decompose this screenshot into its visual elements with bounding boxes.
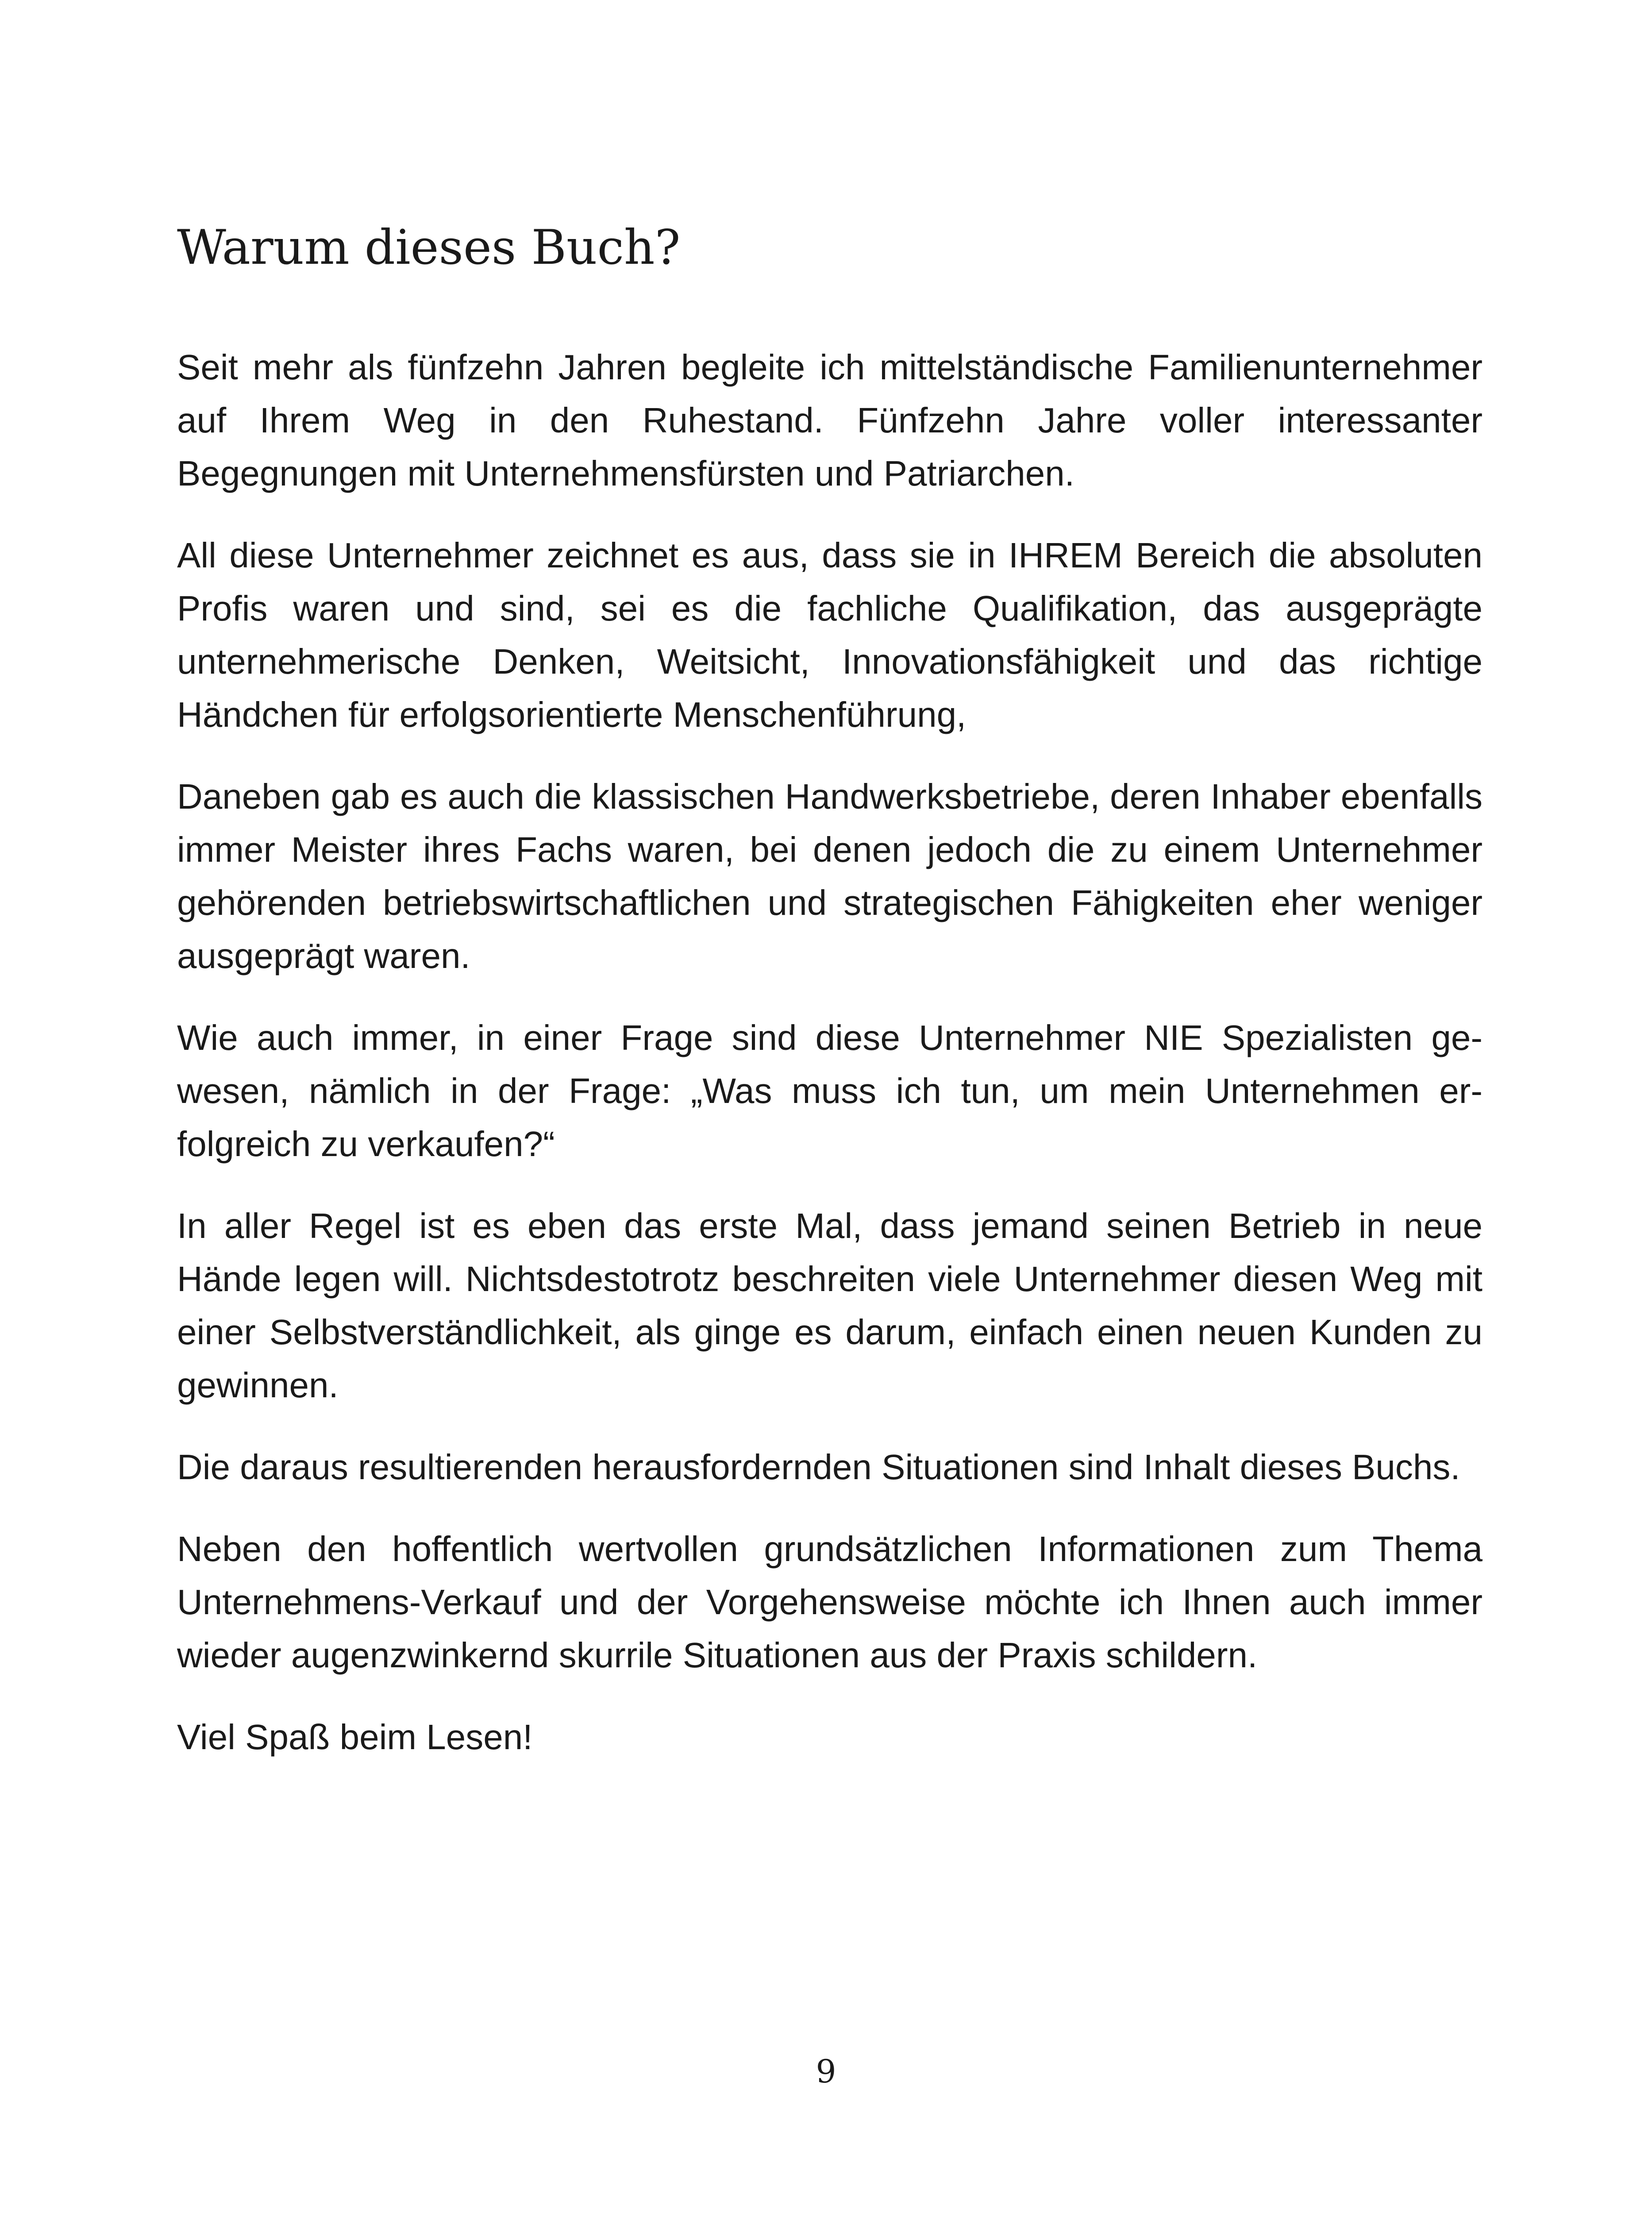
paragraph-7: Neben den hoffentlich wertvollen grundsätzlichen Informationen zum Thema Unternehmens-Verkauf und der Vorgehensweise möchte ich Ihnen auch immer wieder augenzwinkernd skurrile Situationen aus der Praxis schildern. [177,1529,1483,1675]
paragraph-6: Die daraus resultierenden herausfordernden Situationen sind Inhalt dieses Buchs. [177,1447,1460,1487]
paragraph-8: Viel Spaß beim Lesen! [177,1717,533,1757]
chapter-title: Warum dieses Buch? [177,220,681,275]
paragraph-1: Seit mehr als fünfzehn Jahren begleite ich mittelständische Familienunternehmer auf Ihrem Weg in den Ruhestand. Fünfzehn Jahre voller interessanter Begegnungen mit Unternehmensfürsten und Patriarchen. [177,347,1483,493]
paragraph-3: Daneben gab es auch die klassischen Handwerksbetriebe, deren Inhaber ebenfalls immer Meister ihres Fachs waren, bei denen jedoch die zu einem Unternehmer gehörenden betriebswirtschaftlichen und strategischen Fähigkeiten eher weniger ausgeprägt waren. [177,777,1483,975]
chapter-body [177,341,1483,1764]
paragraph-4: Wie auch immer, in einer Frage sind diese Unternehmer NIE Spezialisten gewesen, nämlich in der Frage: „Was muss ich tun, um mein Unternehmen erfolgreich zu verkaufen?“ [177,1018,1483,1164]
page-number: 9 [816,2053,836,2090]
paragraph-2: All diese Unternehmer zeichnet es aus, dass sie in IHREM Bereich die absoluten Profis waren und sind, sei es die fachliche Qualifikation, das ausgeprägte unternehmerische Denken, Weitsicht, Innovationsfähigkeit und das richtige Händchen für erfolgsorientierte Menschenführung, [177,536,1483,734]
paragraph-5: In aller Regel ist es eben das erste Mal, dass jemand seinen Betrieb in neue Hände legen will. Nichtsdestotrotz beschreiten viele Unternehmer diesen Weg mit einer Selbstverständlichkeit, als ginge es darum, einfach einen neuen Kunden zu gewinnen. [177,1206,1483,1405]
